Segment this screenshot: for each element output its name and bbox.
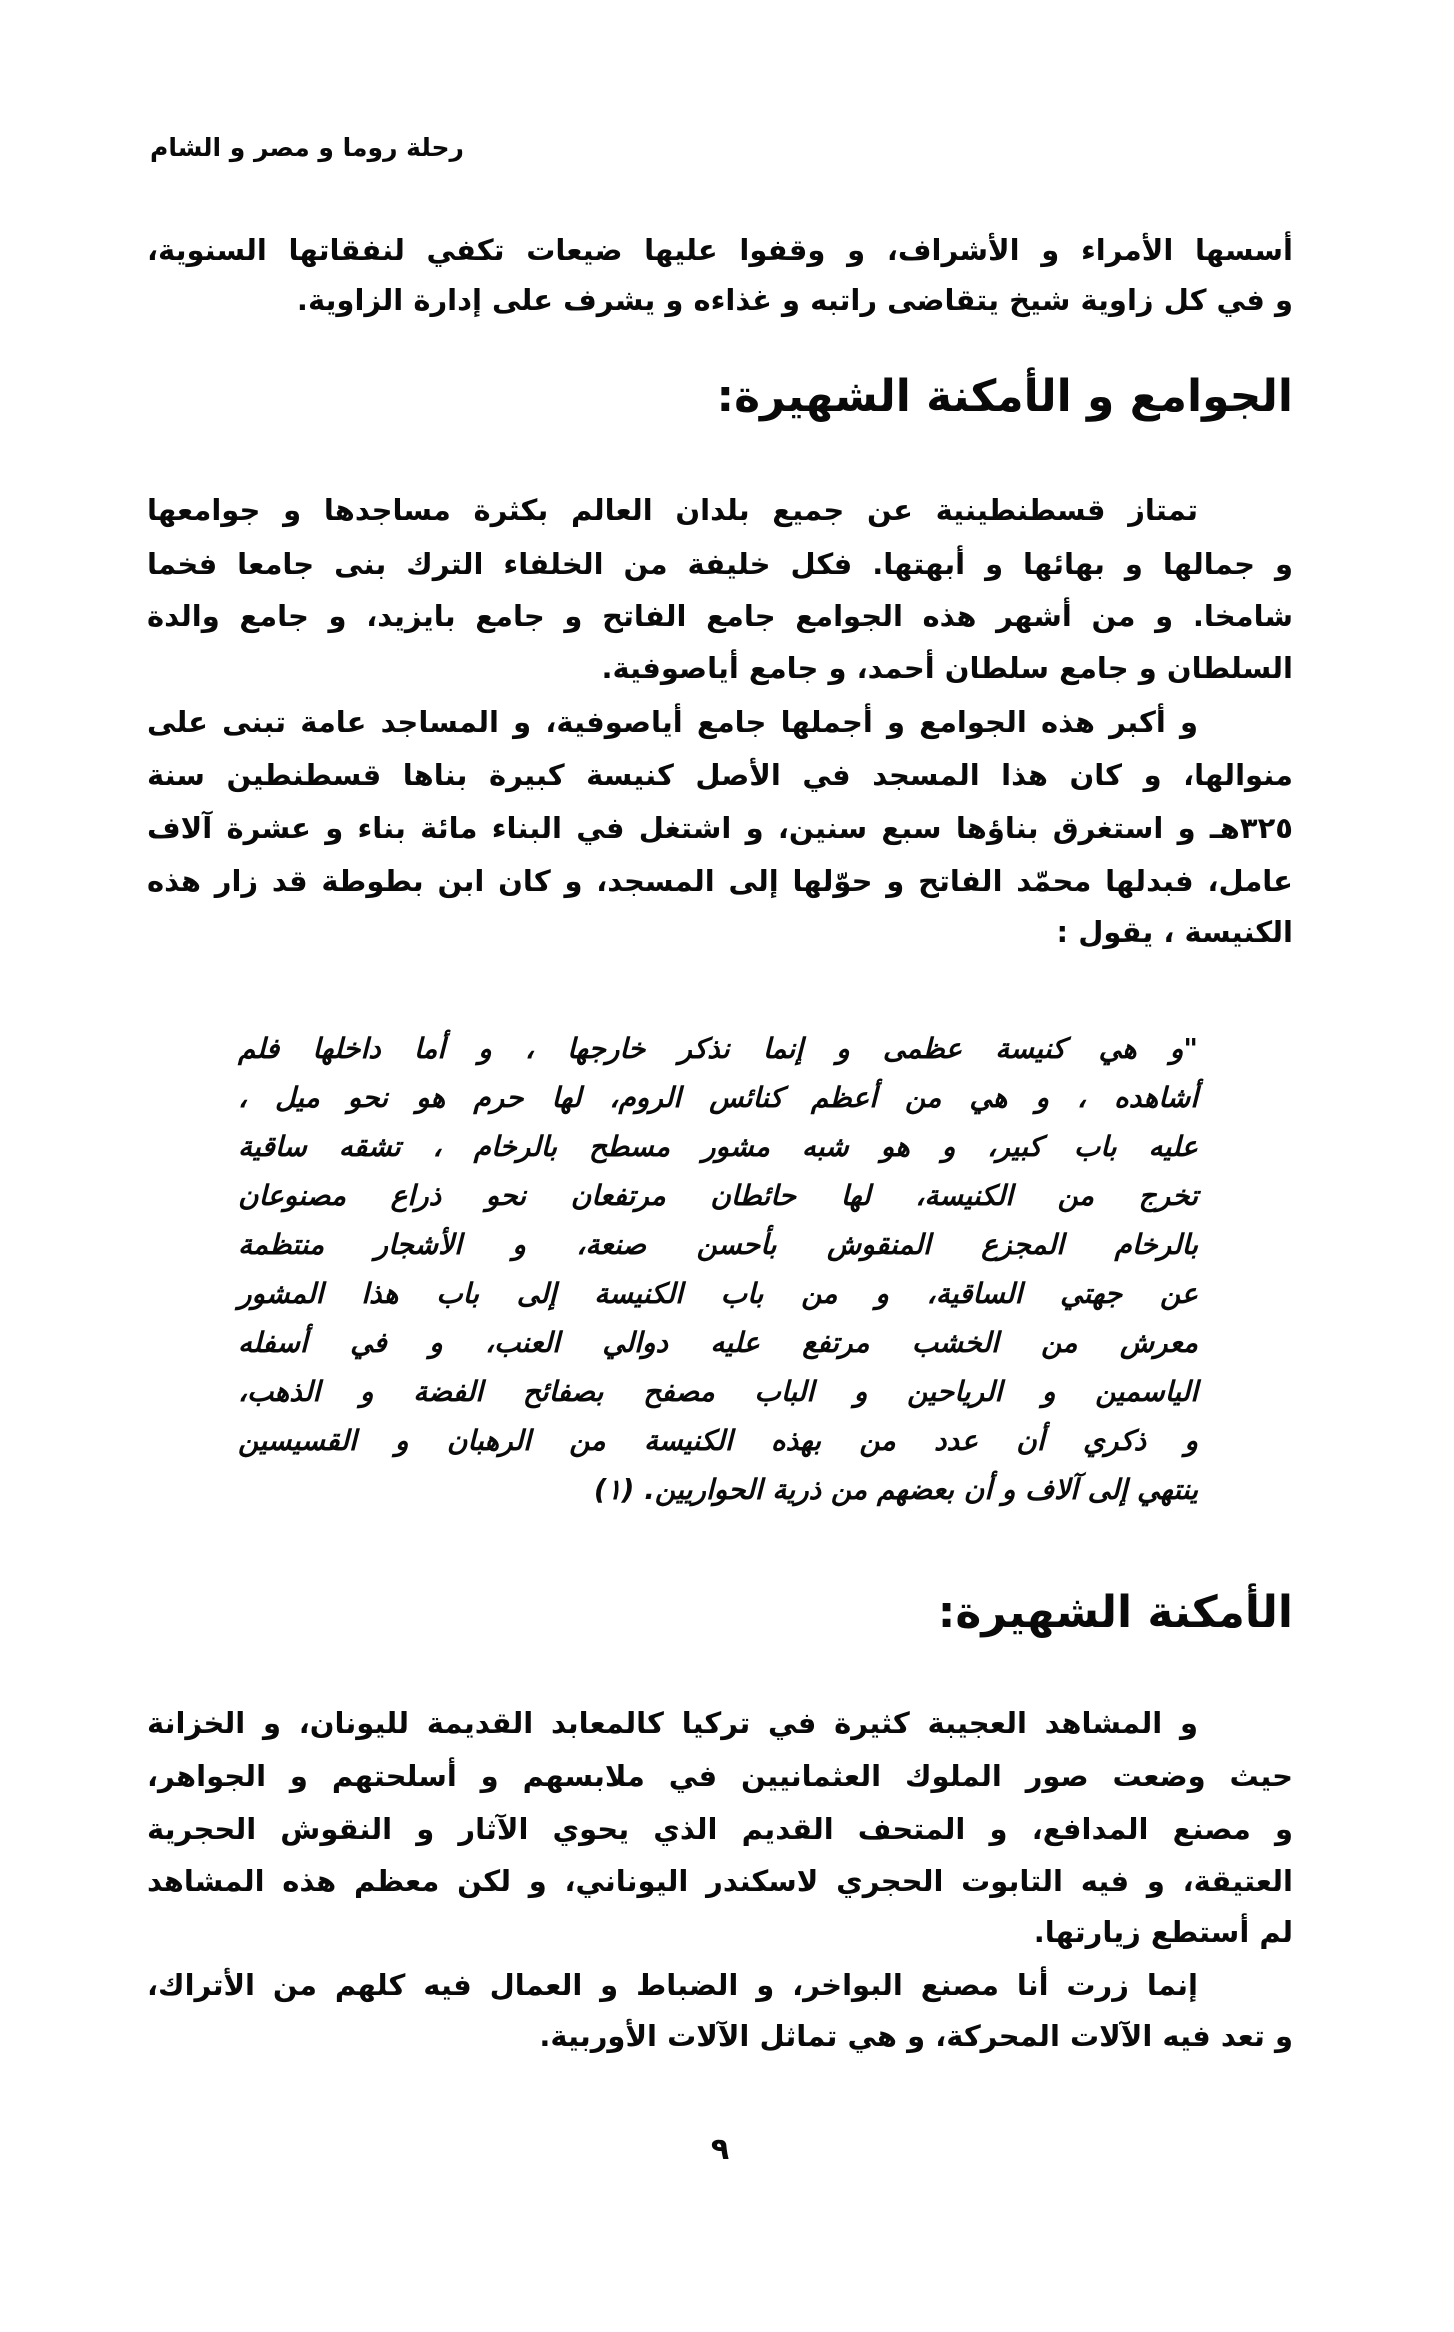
paragraph-3-line: الكنيسة ، يقول : <box>1056 915 1293 949</box>
paragraph-5-line: و تعد فيه الآلات المحركة، و هي تماثل الآلات الأوربية. <box>539 2019 1293 2053</box>
paragraph-3-line: عامل، فبدلها محمّد الفاتح و حوّلها إلى المسجد، و كان ابن بطوطة قد زار هذه <box>147 864 1293 898</box>
paragraph-2-line: شامخا. و من أشهر هذه الجوامع جامع الفاتح و جامع بايزيد، و جامع والدة <box>147 599 1293 633</box>
paragraph-2-line: و جمالها و بهائها و أبهتها. فكل خليفة من الخلفاء الترك بنى جامعا فخما <box>147 547 1293 581</box>
quote-line: بالرخام المجزع المنقوش بأحسن صنعة، و الأشجار منتظمة <box>238 1228 1198 1261</box>
quote-line: عن جهتي الساقية، و من باب الكنيسة إلى باب هذا المشور <box>238 1277 1198 1310</box>
section-heading-famous-places: الأمكنة الشهيرة: <box>937 1587 1293 1638</box>
section-heading-mosques-and-famous-places: الجوامع و الأمكنة الشهيرة: <box>716 371 1293 422</box>
page-number: ٩ <box>710 2132 730 2167</box>
quote-line: أشاهده ، و هي من أعظم كنائس الروم، لها حرم هو نحو ميل ، <box>238 1081 1198 1114</box>
paragraph-1-line: و في كل زاوية شيخ يتقاضى راتبه و غذاءه و يشرف على إدارة الزاوية. <box>296 283 1293 317</box>
quote-line: تخرج من الكنيسة، لها حائطان مرتفعان نحو ذراع مصنوعان <box>238 1179 1198 1212</box>
paragraph-2-line: السلطان و جامع سلطان أحمد، و جامع أياصوفية. <box>601 651 1293 685</box>
paragraph-3-line: و أكبر هذه الجوامع و أجملها جامع أياصوفية، و المساجد عامة تبنى على <box>147 705 1198 739</box>
quote-line: "و هي كنيسة عظمى و إنما نذكر خارجها ، و أما داخلها فلم <box>238 1032 1198 1065</box>
paragraph-3-line: ٣٢٥هـ و استغرق بناؤها سبع سنين، و اشتغل في البناء مائة بناء و عشرة آلاف <box>147 811 1293 845</box>
quote-line: الياسمين و الرياحين و الباب مصفح بصفائح الفضة و الذهب، <box>238 1375 1198 1408</box>
paragraph-4-line: و مصنع المدافع، و المتحف القديم الذي يحوي الآثار و النقوش الحجرية <box>147 1812 1293 1846</box>
paragraph-1-line: أسسها الأمراء و الأشراف، و وقفوا عليها ضيعات تكفي لنفقاتها السنوية، <box>147 233 1293 267</box>
running-header-title: رحلة روما و مصر و الشام <box>150 133 464 162</box>
quote-line: و ذكري أن عدد من بهذه الكنيسة من الرهبان و القسيسين <box>238 1424 1199 1457</box>
paragraph-3-line: منوالها، و كان هذا المسجد في الأصل كنيسة كبيرة بناها قسطنطين سنة <box>147 758 1293 792</box>
paragraph-4-line: لم أستطع زيارتها. <box>1033 1915 1293 1949</box>
paragraph-4-line: حيث وضعت صور الملوك العثمانيين في ملابسهم و أسلحتهم و الجواهر، <box>147 1759 1293 1793</box>
paragraph-5-line: إنما زرت أنا مصنع البواخر، و الضباط و العمال فيه كلهم من الأتراك، <box>147 1968 1198 2002</box>
quote-line: عليه باب كبير، و هو شبه مشور مسطح بالرخام ، تشقه ساقية <box>238 1130 1198 1163</box>
paragraph-4-line: العتيقة، و فيه التابوت الحجري لاسكندر اليوناني، و لكن معظم هذه المشاهد <box>147 1864 1293 1898</box>
quote-line: ينتهي إلى آلاف و أن بعضهم من ذرية الحواريين. (١) <box>593 1473 1198 1506</box>
paragraph-2-line: تمتاز قسطنطينية عن جميع بلدان العالم بكثرة مساجدها و جوامعها <box>147 493 1198 527</box>
paragraph-4-line: و المشاهد العجيبة كثيرة في تركيا كالمعابد القديمة لليونان، و الخزانة <box>147 1706 1198 1740</box>
quote-line: معرش من الخشب مرتفع عليه دوالي العنب، و في أسفله <box>238 1326 1198 1359</box>
